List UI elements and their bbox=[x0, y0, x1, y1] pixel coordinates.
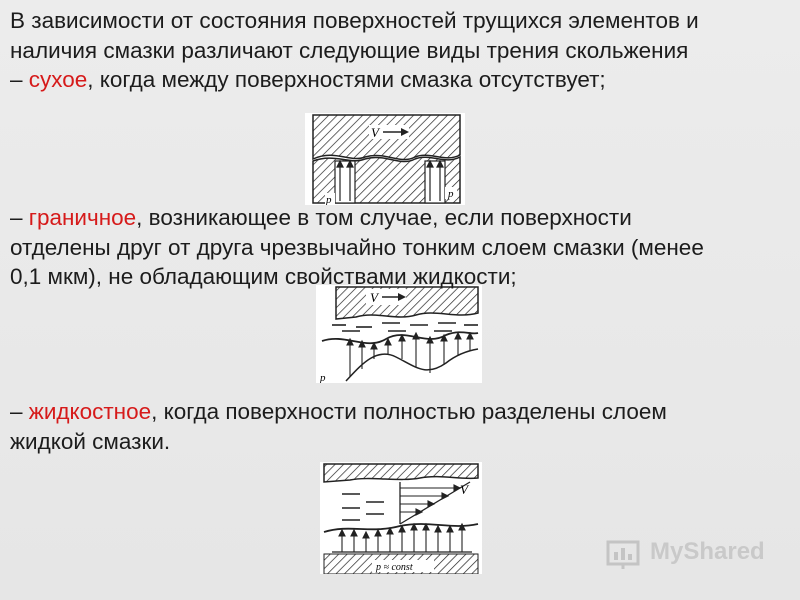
boundary-line-3: 0,1 мкм), не обладающим свойствами жидкости; bbox=[10, 264, 517, 289]
watermark bbox=[606, 536, 766, 570]
pressure-label-right: p bbox=[448, 188, 454, 200]
figure-fluid-friction bbox=[320, 462, 482, 574]
intro-line-2: наличия смазки различают следующие виды трения скольжения bbox=[10, 37, 689, 63]
item-dry: – сухое, когда между поверхностями смазка отсутствует; bbox=[10, 67, 606, 92]
term-fluid: жидкостное bbox=[28, 399, 152, 424]
velocity-label: V bbox=[370, 290, 378, 305]
figure-boundary-friction bbox=[316, 285, 482, 383]
boundary-line-3-wrap bbox=[10, 262, 790, 292]
fluid-line-2: жидкой смазки. bbox=[10, 428, 171, 454]
upper-surface bbox=[324, 464, 478, 482]
upper-surface bbox=[336, 287, 478, 319]
chart-logo-icon bbox=[606, 536, 642, 570]
lower-surface-profile bbox=[322, 332, 478, 343]
intro-text bbox=[10, 6, 790, 95]
boundary-line-2: отделены друг от друга чрезвычайно тонким слоем смазки (менее bbox=[10, 234, 704, 260]
fluid-line-1: – жидкостное, когда поверхности полностью разделены слоем bbox=[10, 399, 667, 424]
figure-dry-friction bbox=[305, 113, 465, 205]
term-dry: сухое bbox=[28, 67, 88, 92]
pressure-label: p bbox=[320, 372, 326, 383]
watermark-text: MyShared bbox=[650, 538, 765, 565]
pressure-constant-label: p ≈ const bbox=[376, 562, 413, 573]
boundary-line-1: – граничное, возникающее в том случае, если поверхности bbox=[10, 205, 632, 230]
term-boundary: граничное bbox=[28, 205, 137, 230]
item-fluid bbox=[10, 397, 790, 456]
pressure-label-left: p bbox=[326, 194, 332, 205]
velocity-label: V bbox=[460, 482, 468, 497]
item-boundary bbox=[10, 203, 790, 262]
velocity-label: V bbox=[371, 125, 379, 140]
intro-line-1: В зависимости от состояния поверхностей трущихся элементов и bbox=[10, 8, 699, 33]
